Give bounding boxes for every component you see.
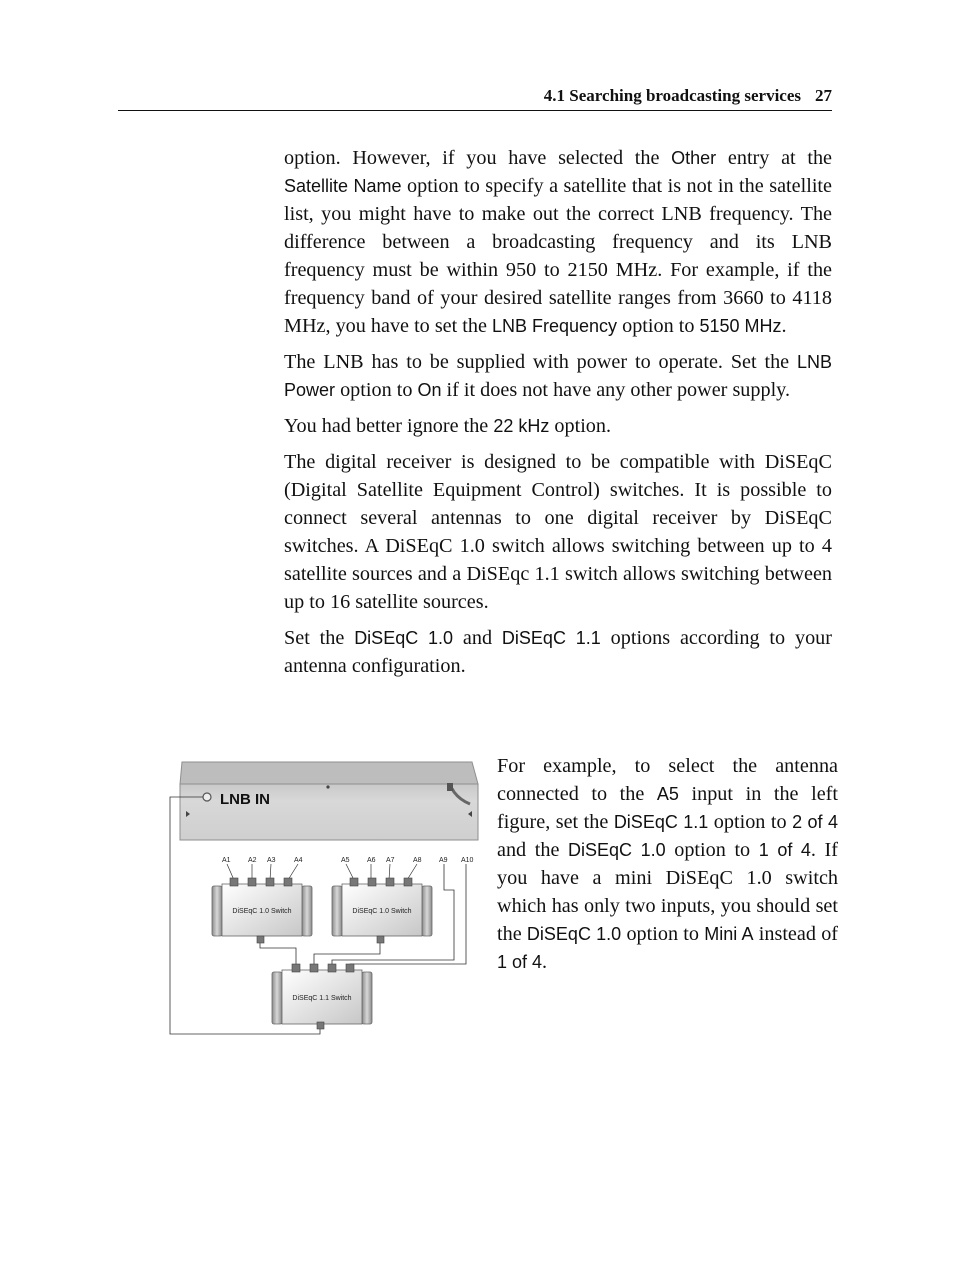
- text: input in the left figure, set the: [497, 783, 838, 833]
- value-a5: A5: [656, 784, 679, 804]
- value-1-of-4: 1 of 4: [758, 840, 811, 860]
- section-title: 4.1 Searching broadcasting services: [543, 86, 801, 105]
- text: You had better ignore the: [284, 415, 494, 437]
- value-2-of-4: 2 of 4: [792, 812, 838, 832]
- input-label-a9: A9: [439, 857, 448, 864]
- text: option to: [617, 315, 700, 337]
- text: .: [542, 951, 548, 973]
- text: option to: [621, 923, 705, 945]
- text: and: [453, 627, 502, 649]
- diseqc-diagram: [168, 756, 480, 1040]
- paragraph-lnb-power: [284, 348, 832, 404]
- lnb-in-connector: [203, 793, 211, 801]
- paragraph-example: [497, 752, 838, 976]
- text: if it does not have any other power supply.: [441, 379, 791, 401]
- text: options according to your antenna configuration.: [284, 627, 832, 677]
- option-satellite-name: Satellite Name: [284, 176, 402, 196]
- switch-label-bottom: DiSEqC 1.1 Switch: [292, 995, 352, 1002]
- option-other: Other: [671, 148, 717, 168]
- option-diseqc-11: DiSEqC 1.1: [501, 628, 601, 648]
- option-lnb-power: LNB Power: [284, 352, 832, 400]
- leader-lines: [227, 864, 417, 880]
- input-label-a5: A5: [341, 857, 350, 864]
- value-5150-mhz: 5150 MHz: [699, 316, 782, 336]
- figure-caption-column: [497, 752, 838, 976]
- input-label-a7: A7: [386, 857, 395, 864]
- diseqc-11-switch: [272, 964, 372, 1029]
- text: For example, to select the antenna connected to the: [497, 755, 838, 805]
- header-rule: [118, 110, 832, 111]
- paragraph-lnb-frequency: [284, 144, 832, 340]
- page-number: 27: [815, 86, 832, 105]
- paragraph-diseqc-set: [284, 624, 832, 680]
- lnb-in-label: LNB IN: [220, 791, 270, 808]
- diseqc-10-switch-left: [212, 878, 312, 943]
- text: option to specify a satellite that is not in the satellite list, you might have to make out the correct LNB frequency. The difference between a broadcasting frequency and its LNB frequency must be within 950 to 2150 MHz. For example, if the frequency band of your desired satellite ranges from 3660 to 4118 MHz, you have to set the: [284, 175, 832, 337]
- text: option. However, if you have selected the: [284, 147, 672, 169]
- option-diseqc-11: DiSEqC 1.1: [613, 812, 709, 832]
- diseqc-wiring-figure: [168, 756, 480, 1040]
- input-label-a3: A3: [267, 857, 276, 864]
- value-1-of-4: 1 of 4: [497, 952, 543, 972]
- option-diseqc-10: DiSEqC 1.0: [568, 840, 666, 860]
- input-label-a8: A8: [413, 857, 422, 864]
- receiver-panel: [180, 762, 478, 840]
- text: instead of: [753, 923, 839, 945]
- option-diseqc-10: DiSEqC 1.0: [526, 924, 622, 944]
- input-label-a10: A10: [461, 857, 474, 864]
- paragraph-22khz: [284, 412, 832, 440]
- text: option to: [665, 839, 759, 861]
- diseqc-10-switch-right: [332, 878, 432, 943]
- text: option.: [549, 415, 612, 437]
- text: The LNB has to be supplied with power to operate. Set the: [284, 351, 797, 373]
- text: option to: [708, 811, 793, 833]
- running-head: [118, 86, 832, 106]
- text: Set the: [284, 627, 355, 649]
- input-label-a6: A6: [367, 857, 376, 864]
- switch-label-left: DiSEqC 1.0 Switch: [232, 908, 292, 915]
- input-label-a2: A2: [248, 857, 257, 864]
- option-lnb-frequency: LNB Frequency: [492, 316, 618, 336]
- value-on: On: [417, 380, 442, 400]
- switch-label-right: DiSEqC 1.0 Switch: [352, 908, 412, 915]
- text: entry at the: [716, 147, 832, 169]
- input-labels: [222, 857, 474, 864]
- option-diseqc-10: DiSEqC 1.0: [354, 628, 454, 648]
- paragraph-diseqc-intro: The digital receiver is designed to be compatible with DiSEqC (Digital Satellite Equipment Control) switches. It is possible to connect several antennas to one digital receiver by DiSEqC switches. A DiSEqC 1.0 switch allows switching between up to 4 satellite sources and a DiSEqc 1.1 switch allows switching between up to 16 satellite sources.: [284, 451, 832, 613]
- text: . If you have a mini DiSEqC 1.0 switch which has only two inputs, you should set the: [497, 839, 839, 945]
- text: .: [781, 315, 787, 337]
- body-column: [284, 144, 832, 688]
- value-mini-a: Mini A: [704, 924, 754, 944]
- text: and the: [497, 839, 569, 861]
- option-22khz: 22 kHz: [493, 416, 550, 436]
- input-label-a4: A4: [294, 857, 303, 864]
- input-label-a1: A1: [222, 857, 231, 864]
- text: option to: [335, 379, 418, 401]
